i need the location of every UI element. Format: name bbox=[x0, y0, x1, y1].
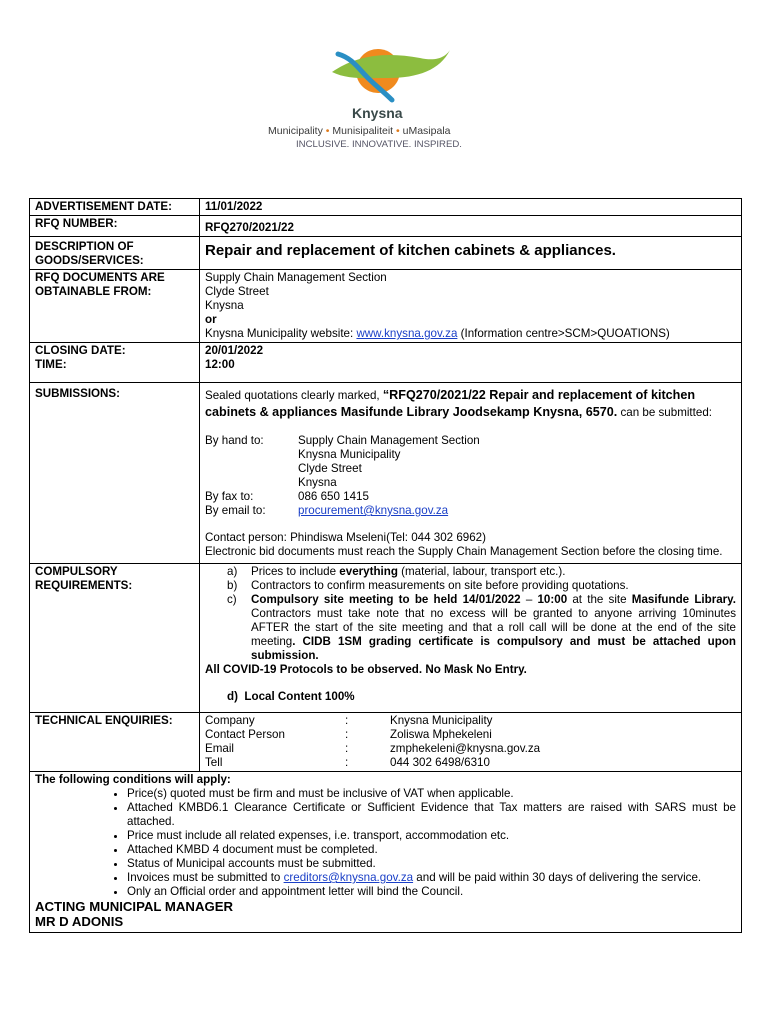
tech-value bbox=[200, 713, 742, 772]
conditions-cell bbox=[30, 772, 742, 933]
condition-item: • Attached KMBD6.1 Clearance Certificate or Sufficient Evidence that Tax matters are raised with SARS must be attached. bbox=[127, 801, 736, 829]
tech-sep: : bbox=[345, 728, 349, 741]
tech-sep: : bbox=[345, 714, 349, 727]
req-bold: Compulsory site meeting to be held 14/01/2022 bbox=[251, 593, 521, 606]
req-bold: 10:00 bbox=[537, 593, 568, 606]
req-bold: . CIDB 1SM grading certificate is compulsory and must be attached upon submission. bbox=[251, 635, 736, 662]
tech-val: zmphekeleni@knysna.gov.za bbox=[390, 742, 541, 755]
logo-subtitle-2: Munisipaliteit bbox=[332, 125, 394, 137]
byhand-line: Knysna bbox=[298, 476, 337, 489]
closing-value-cell bbox=[200, 343, 742, 383]
req-text: Contractors to confirm measurements on site before providing quotations. bbox=[251, 579, 629, 592]
compulsory-value bbox=[200, 564, 742, 713]
closing-label-cell bbox=[30, 343, 200, 383]
signoff-name: MR D ADONIS bbox=[35, 914, 124, 929]
sub-intro: Sealed quotations clearly marked, bbox=[205, 389, 383, 402]
logo-name: Knysna bbox=[352, 105, 403, 121]
rfq-label: RFQ NUMBER: bbox=[30, 216, 200, 237]
submissions-row bbox=[30, 383, 742, 564]
tech-label: TECHNICAL ENQUIRIES: bbox=[30, 713, 200, 772]
req-bold: Masifunde Library. bbox=[631, 593, 736, 606]
tech-row bbox=[30, 713, 742, 772]
advert-label: ADVERTISEMENT DATE: bbox=[30, 199, 200, 216]
byhand-line: Knysna Municipality bbox=[298, 448, 401, 461]
tech-val: 044 302 6498/6310 bbox=[390, 756, 490, 769]
signoff-title: ACTING MUNICIPAL MANAGER bbox=[35, 899, 234, 914]
tech-key: Company bbox=[205, 714, 255, 727]
req-marker: c) bbox=[227, 593, 237, 606]
requirement-item bbox=[227, 593, 736, 663]
condition-item: • Attached KMBD 4 document must be completed. bbox=[127, 843, 736, 857]
req-text: at the site bbox=[567, 593, 632, 606]
conditions-heading: The following conditions will apply: bbox=[35, 773, 231, 786]
creditors-email-link[interactable]: creditors@knysna.gov.za bbox=[283, 871, 414, 884]
website-prefix: Knysna Municipality website: bbox=[205, 327, 357, 340]
invoice-suffix: and will be paid within 30 days of delivering the service. bbox=[413, 871, 702, 884]
req-marker: d) bbox=[227, 690, 238, 703]
logo-subtitle-1: Municipality bbox=[268, 125, 323, 137]
contact-person: Contact person: Phindiswa Mseleni(Tel: 044 302 6962) bbox=[205, 531, 486, 544]
logo-subtitle bbox=[268, 124, 508, 138]
closing-value: 20/01/2022 bbox=[205, 344, 264, 357]
obtain-line: Supply Chain Management Section bbox=[205, 271, 387, 284]
tech-val: Knysna Municipality bbox=[390, 714, 493, 727]
rfq-table bbox=[29, 198, 742, 933]
condition-item: • Price must include all related expenses, i.e. transport, accommodation etc. bbox=[127, 829, 736, 843]
obtain-or: or bbox=[205, 313, 217, 326]
condition-item: • Only an Official order and appointment letter will bind the Council. bbox=[127, 885, 736, 899]
procurement-email-link[interactable]: procurement@knysna.gov.za bbox=[298, 504, 449, 517]
logo-tagline: INCLUSIVE. INNOVATIVE. INSPIRED. bbox=[296, 139, 462, 150]
tech-key: Contact Person bbox=[205, 728, 285, 741]
tech-sep: : bbox=[345, 756, 349, 769]
req-text: – bbox=[520, 593, 538, 606]
rfq-row bbox=[30, 216, 742, 237]
obtain-row bbox=[30, 270, 742, 343]
invoice-prefix: Invoices must be submitted to bbox=[127, 871, 284, 884]
time-value: 12:00 bbox=[205, 358, 235, 371]
bullet-icon: • bbox=[325, 125, 330, 137]
website-suffix: (Information centre>SCM>QUOATIONS) bbox=[457, 327, 670, 340]
email-label: By email to: bbox=[205, 504, 266, 517]
fax-label: By fax to: bbox=[205, 490, 254, 503]
tech-key: Email bbox=[205, 742, 234, 755]
requirement-item bbox=[227, 579, 736, 593]
tech-key: Tell bbox=[205, 756, 223, 769]
obtain-label: RFQ DOCUMENTS ARE OBTAINABLE FROM: bbox=[30, 270, 200, 343]
tech-sep: : bbox=[345, 742, 349, 755]
req-text: Local Content 100% bbox=[244, 690, 355, 703]
website-line bbox=[205, 327, 736, 341]
obtain-line: Knysna bbox=[205, 299, 244, 312]
rfq-value: RFQ270/2021/22 bbox=[200, 216, 742, 237]
local-content bbox=[205, 690, 736, 704]
desc-value: Repair and replacement of kitchen cabinets & appliances. bbox=[205, 242, 616, 259]
closing-label: CLOSING DATE: bbox=[35, 344, 126, 357]
submission-marking bbox=[205, 387, 736, 421]
closing-row bbox=[30, 343, 742, 383]
tech-val: Zoliswa Mphekeleni bbox=[390, 728, 492, 741]
logo-emblem-icon bbox=[328, 44, 450, 106]
submissions-label: SUBMISSIONS: bbox=[30, 383, 200, 564]
req-text: Prices to include bbox=[251, 565, 340, 578]
conditions-row bbox=[30, 772, 742, 933]
advert-value: 11/01/2022 bbox=[200, 199, 742, 216]
logo-subtitle-3: uMasipala bbox=[402, 125, 451, 137]
obtain-line: Clyde Street bbox=[205, 285, 269, 298]
condition-item bbox=[127, 871, 736, 885]
electronic-note: Electronic bid documents must reach the Supply Chain Management Section before the closing time. bbox=[205, 545, 723, 558]
time-label: TIME: bbox=[35, 358, 67, 371]
requirement-item bbox=[227, 565, 736, 579]
covid-note: All COVID-19 Protocols to be observed. No Mask No Entry. bbox=[205, 663, 527, 676]
condition-item: • Status of Municipal accounts must be submitted. bbox=[127, 857, 736, 871]
compulsory-label: COMPULSORY REQUIREMENTS: bbox=[30, 564, 200, 713]
conditions-list bbox=[35, 787, 736, 899]
byhand-block bbox=[205, 434, 736, 518]
knysna-logo bbox=[268, 44, 508, 156]
requirements-list bbox=[205, 565, 736, 663]
sub-marked: “RFQ270/2021/22 Repair and replacement of kitchen cabinets & appliances Masifunde Library Joodsekamp Knysna, 6570. bbox=[205, 388, 696, 419]
req-text: Contractors must take note that no excess will be granted to anyone arriving 10minutes AFTER the start of the site meeting and that a roll call will be done at the end of the site meeting bbox=[251, 607, 736, 648]
desc-label: DESCRIPTION OF GOODS/SERVICES: bbox=[30, 237, 200, 270]
condition-item: • Price(s) quoted must be firm and must be inclusive of VAT when applicable. bbox=[127, 787, 736, 801]
advert-row bbox=[30, 199, 742, 216]
submissions-value bbox=[200, 383, 742, 564]
desc-row bbox=[30, 237, 742, 270]
fax-value: 086 650 1415 bbox=[298, 490, 369, 503]
req-marker: a) bbox=[227, 565, 238, 578]
website-link[interactable]: www.knysna.gov.za bbox=[356, 327, 458, 340]
obtain-value bbox=[200, 270, 742, 343]
byhand-label: By hand to: bbox=[205, 434, 264, 447]
bullet-icon: • bbox=[396, 125, 400, 137]
req-text: (material, labour, transport etc.). bbox=[397, 565, 566, 578]
compulsory-row bbox=[30, 564, 742, 713]
sub-tail: can be submitted: bbox=[617, 406, 712, 419]
byhand-line: Clyde Street bbox=[298, 462, 362, 475]
tech-grid bbox=[205, 714, 736, 770]
byhand-line: Supply Chain Management Section bbox=[298, 434, 480, 447]
req-marker: b) bbox=[227, 579, 238, 592]
req-bold: everything bbox=[339, 565, 398, 578]
